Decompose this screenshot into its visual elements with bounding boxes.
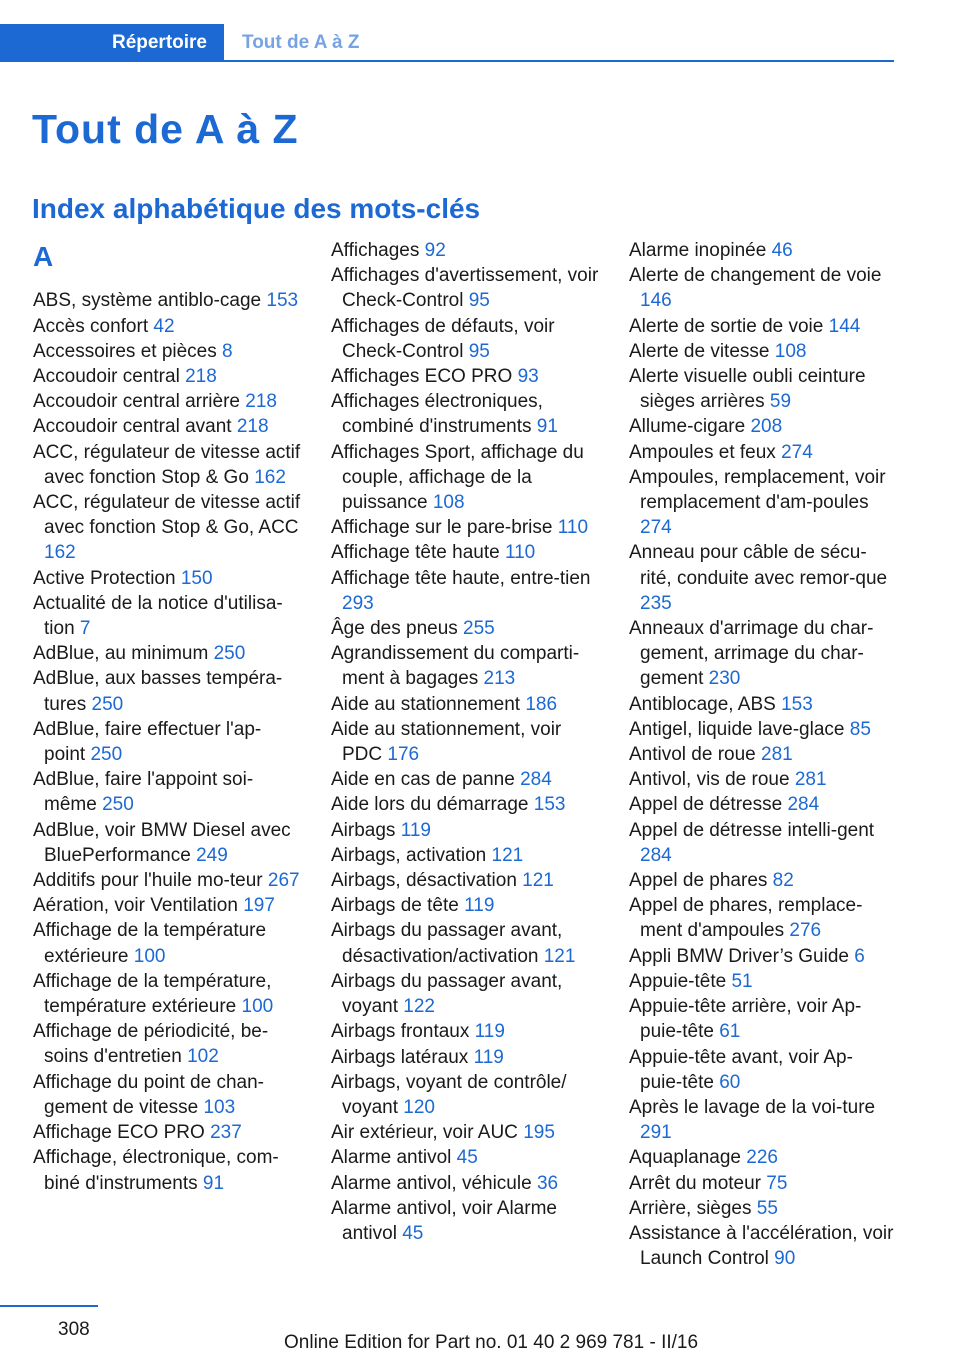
page-link[interactable]: 176 [387, 744, 420, 766]
index-entry [331, 1120, 599, 1145]
page-link[interactable]: 218 [245, 391, 277, 413]
index-entry-text: AdBlue, faire effectuer l'ap-point [33, 718, 262, 766]
index-column-3 [629, 238, 894, 1271]
index-entry [629, 339, 894, 364]
page-link[interactable]: 274 [781, 441, 813, 463]
page-link[interactable]: 110 [557, 517, 589, 539]
index-entry-text: Accoudoir central [33, 366, 180, 387]
index-entry [629, 1045, 894, 1095]
index-entry-text: Appuie-tête avant, voir Ap-puie-tête [629, 1046, 853, 1093]
index-column-1 [33, 238, 301, 1196]
page-link[interactable]: 162 [254, 466, 286, 488]
index-entry-text: Affichage de périodicité, be-soins d'entretien [33, 1021, 269, 1068]
index-entry [629, 742, 894, 767]
index-entry [33, 918, 301, 968]
index-entry-text: Affichage, électronique, com-biné d'instruments [33, 1147, 279, 1194]
page-link[interactable]: 274 [640, 517, 672, 539]
index-entry [629, 1095, 894, 1145]
page-link[interactable]: 108 [774, 340, 807, 362]
page-link[interactable]: 291 [640, 1122, 672, 1144]
page-link[interactable]: 45 [402, 1222, 424, 1244]
index-entry-text: Affichage ECO PRO [33, 1122, 205, 1144]
header-divider [224, 60, 894, 62]
index-entry [331, 918, 599, 968]
index-entry-text: Alerte de sortie de voie [629, 315, 824, 337]
index-entry-text: Arrêt du moteur [629, 1172, 761, 1194]
index-entry [331, 969, 599, 1019]
page-link[interactable]: 255 [463, 618, 495, 640]
index-entry-text: Appel de phares, remplace-ment d'ampoules [629, 895, 863, 942]
page-link[interactable]: 119 [474, 1021, 505, 1043]
index-entry-text: Appel de détresse intelli-gent [629, 819, 875, 841]
page-link[interactable]: 61 [719, 1021, 741, 1043]
index-entry [331, 692, 599, 717]
index-entry-text: Allume-cigare [629, 416, 746, 438]
index-entry-text: Arrière, sièges [629, 1197, 752, 1219]
index-entry [629, 1196, 894, 1221]
index-entry-text: ABS, système antiblo-cage [33, 290, 262, 312]
index-entry [629, 364, 894, 414]
index-entry-text: Appuie-tête arrière, voir Ap-puie-tête [629, 996, 862, 1043]
index-entry [33, 440, 301, 490]
page-link[interactable]: 60 [719, 1071, 741, 1093]
index-entry [629, 440, 894, 465]
tab-tout-de-a-a-z[interactable]: Tout de A à Z [242, 32, 360, 53]
index-entry-text: Âge des pneus [331, 618, 458, 640]
index-entry [331, 893, 599, 918]
index-entry [331, 566, 599, 616]
tab-repertoire-label: Répertoire [111, 32, 207, 53]
index-entry-text: Accoudoir central arrière [33, 391, 240, 413]
page-link[interactable]: 8 [222, 340, 233, 362]
page-link[interactable]: 284 [520, 769, 552, 791]
page-link[interactable]: 55 [756, 1197, 778, 1219]
index-entry [33, 818, 301, 868]
page-link[interactable]: 226 [746, 1147, 778, 1169]
index-entry-text: Airbags latéraux [331, 1046, 469, 1068]
index-entry [33, 389, 301, 414]
index-entry-text: Agrandissement du comparti-ment à bagages [331, 643, 580, 690]
page-link[interactable]: 103 [203, 1096, 236, 1118]
index-entry [331, 238, 599, 263]
page-link[interactable]: 121 [522, 870, 554, 892]
index-entry [331, 1019, 599, 1044]
index-entry [33, 339, 301, 364]
index-entry [33, 893, 301, 918]
index-entry [33, 868, 301, 893]
index-entry [33, 1070, 301, 1120]
index-entry-text: Affichages de défauts, voir Check-Control [331, 315, 555, 362]
index-entry [331, 616, 599, 641]
index-entry [629, 616, 894, 692]
index-entry-text: Affichages Sport, affichage du couple, affichage de la puissance [331, 441, 584, 514]
index-entry-text: Assistance à l'accélération, voir Launch Control [629, 1222, 894, 1270]
index-entry [33, 314, 301, 339]
index-entry-text: Airbags frontaux [331, 1021, 470, 1043]
index-entry-text: Alerte visuelle oubli ceinture sièges arrières [629, 366, 866, 413]
index-entry [33, 666, 301, 716]
index-entry [331, 364, 599, 389]
page-link[interactable]: 119 [400, 819, 431, 841]
index-entry-text: Antivol, vis de roue [629, 769, 790, 791]
index-entry [33, 969, 301, 1019]
index-entry-text: Air extérieur, voir AUC [331, 1122, 518, 1144]
index-entry-text: Airbags, voyant de contrôle/ voyant [331, 1071, 567, 1118]
index-entry-text: Alarme antivol, véhicule [331, 1172, 532, 1194]
index-entry-text: Affichage tête haute [331, 542, 500, 564]
index-entry-text: AdBlue, faire l'appoint soi-même [33, 769, 254, 816]
index-entry [629, 767, 894, 792]
index-entry [331, 717, 599, 767]
index-entry-text: Antivol de roue [629, 744, 756, 766]
index-entry-text: AdBlue, aux basses tempéra-tures [33, 668, 283, 715]
index-entry [629, 717, 894, 742]
index-entry [331, 1045, 599, 1070]
page-link[interactable]: 119 [464, 895, 495, 917]
edition-footer: Online Edition for Part no. 01 40 2 969 781 - II/16 [284, 1332, 699, 1353]
page-link[interactable]: 91 [536, 416, 558, 438]
index-entry [331, 792, 599, 817]
index-entry-text: Aide au stationnement [331, 693, 521, 715]
index-entry-text: Affichages d'avertissement, voir Check-Control [331, 265, 599, 312]
index-entry [331, 263, 599, 313]
index-entry [331, 641, 599, 691]
page-link[interactable]: 93 [517, 366, 539, 388]
page-link[interactable]: 276 [789, 920, 822, 942]
page-link[interactable]: 284 [640, 844, 672, 866]
page-link[interactable]: 36 [536, 1172, 559, 1194]
page-link[interactable]: 218 [236, 416, 269, 438]
index-entry-text: Affichage de la température extérieure [33, 920, 267, 967]
page-link[interactable]: 218 [185, 366, 217, 387]
index-entry [629, 238, 894, 263]
page-link[interactable]: 250 [102, 794, 134, 816]
index-entry-text: Aération, voir Ventilation [33, 895, 238, 917]
index-entry-text: AdBlue, voir BMW Diesel avec BluePerformance [33, 819, 291, 866]
index-entry [629, 893, 894, 943]
index-entry [331, 1196, 599, 1246]
index-entry [629, 314, 894, 339]
page-link[interactable]: 250 [91, 693, 124, 715]
index-entry-text: Actualité de la notice d'utilisa-tion [33, 592, 283, 640]
index-entry-text: Alarme inopinée [629, 240, 767, 261]
index-entry [33, 1019, 301, 1069]
index-entry [629, 1171, 894, 1196]
page-link[interactable]: 162 [44, 542, 76, 564]
page-link[interactable]: 284 [787, 794, 820, 816]
page-link[interactable]: 119 [473, 1046, 504, 1068]
page-link[interactable]: 95 [468, 290, 490, 312]
page-link[interactable]: 293 [342, 592, 374, 614]
index-entry [331, 767, 599, 792]
index-entry-text: Alarme antivol, voir Alarme antivol [331, 1197, 557, 1244]
page-link[interactable]: 153 [266, 290, 299, 312]
index-entry [331, 1070, 599, 1120]
index-entry-text: Aide lors du démarrage [331, 794, 529, 816]
page-link[interactable]: 230 [708, 668, 741, 690]
page-link[interactable]: 281 [794, 769, 827, 791]
page-link[interactable]: 45 [456, 1147, 478, 1169]
page-link[interactable]: 85 [849, 718, 871, 740]
index-entry-text: ACC, régulateur de vitesse actif avec fonction Stop & Go [33, 441, 301, 488]
index-entry-text: Affichages électroniques, combiné d'instruments [331, 391, 543, 438]
index-entry-text: Anneaux d'arrimage du char-gement, arrimage du char-gement [629, 618, 874, 690]
page-link[interactable]: 122 [403, 996, 435, 1018]
index-entry-text: Antigel, liquide lave-glace [629, 718, 845, 740]
page-link[interactable]: 250 [213, 643, 246, 665]
page-link[interactable]: 267 [267, 870, 300, 892]
index-entry [33, 641, 301, 666]
index-entry-text: Appli BMW Driver’s Guide [629, 945, 849, 967]
index-entry [629, 414, 894, 439]
index-column-2 [331, 238, 599, 1246]
index-entry-text: Affichage du point de chan-gement de vitesse [33, 1071, 264, 1118]
index-entry-text: Accès confort [33, 315, 149, 337]
index-entry-text: Aide au stationnement, voir PDC [331, 718, 562, 766]
index-entry [33, 414, 301, 439]
index-entry [33, 566, 301, 591]
index-entry-text: Ampoules, remplacement, voir remplacement d'am-poules [629, 466, 886, 514]
page-link[interactable]: 110 [504, 542, 536, 564]
page-link[interactable]: 144 [828, 315, 861, 337]
index-entry-text: Affichages ECO PRO [331, 366, 513, 388]
index-entry [331, 440, 599, 516]
index-entry-text: Alarme antivol [331, 1147, 452, 1169]
page-link[interactable]: 90 [774, 1248, 796, 1270]
index-entry [629, 540, 894, 616]
page-subtitle: Index alphabétique des mots-clés [32, 193, 481, 224]
page-link[interactable]: 92 [424, 240, 446, 261]
index-entry-text: ACC, régulateur de vitesse actif avec fonction Stop & Go, ACC [33, 492, 301, 539]
page-link[interactable]: 208 [750, 416, 783, 438]
page-link[interactable]: 121 [491, 844, 524, 866]
index-entry [629, 263, 894, 313]
index-entry [629, 692, 894, 717]
page-link[interactable]: 59 [769, 391, 792, 413]
page-link[interactable]: 91 [202, 1172, 225, 1194]
index-entry [331, 389, 599, 439]
index-entry-text: Après le lavage de la voi-ture [629, 1096, 876, 1118]
page-link[interactable]: 100 [133, 945, 166, 967]
index-entry [331, 843, 599, 868]
index-entry [629, 944, 894, 969]
page-link[interactable]: 237 [210, 1122, 242, 1144]
index-entry [629, 1221, 894, 1271]
index-entry-text: Affichage sur le pare-brise [331, 517, 553, 539]
index-entry [331, 540, 599, 565]
page-link[interactable]: 108 [432, 492, 465, 514]
index-entry-text: Affichages [331, 240, 420, 261]
index-entry [331, 1145, 599, 1170]
index-entry [629, 1145, 894, 1170]
index-entry-text: Airbags du passager avant, désactivation/activation [331, 920, 563, 967]
index-entry-text: Anneau pour câble de sécu-rité, conduite avec remor-que [629, 542, 888, 589]
page-number: 308 [58, 1319, 90, 1340]
index-entry-text: Accessoires et pièces [33, 340, 217, 362]
page-link[interactable]: 46 [771, 240, 793, 261]
index-entry [33, 490, 301, 566]
index-entry-text: Active Protection [33, 567, 176, 589]
section-letter: A [33, 241, 54, 272]
page-link[interactable]: 197 [243, 895, 275, 917]
index-entry [33, 1120, 301, 1145]
index-entry-text: Affichage de la température, température extérieure [33, 970, 272, 1018]
page-link[interactable]: 42 [153, 315, 175, 337]
page-link[interactable]: 281 [761, 744, 793, 766]
page-link[interactable]: 153 [533, 794, 566, 816]
index-entry [33, 288, 301, 313]
index-entry [331, 314, 599, 364]
index-entry [33, 364, 301, 389]
page-link[interactable]: 102 [187, 1046, 219, 1068]
index-entry [331, 515, 599, 540]
page-link[interactable]: 195 [523, 1122, 555, 1144]
index-entry-text: Appuie-tête [629, 970, 727, 992]
page-link[interactable]: 100 [241, 996, 274, 1018]
index-entry-text: Ampoules et feux [629, 441, 776, 463]
index-entry [33, 717, 301, 767]
index-entry [629, 994, 894, 1044]
index-entry-text: Airbags, désactivation [331, 870, 517, 892]
page-link[interactable]: 150 [180, 567, 213, 589]
index-entry [331, 818, 599, 843]
page-link[interactable]: 82 [772, 870, 794, 892]
index-entry-text: Airbags, activation [331, 844, 487, 866]
index-entry-text: Alerte de changement de voie [629, 265, 882, 287]
index-entry [629, 868, 894, 893]
page-link[interactable]: 95 [468, 340, 490, 362]
page-link[interactable]: 250 [90, 744, 123, 766]
index-entry [331, 868, 599, 893]
index-entry-text: Affichage tête haute, entre-tien [331, 567, 591, 589]
page-link[interactable]: 146 [640, 290, 672, 312]
header-bar [0, 24, 894, 62]
tab-repertoire[interactable] [0, 24, 224, 62]
index-entry [33, 1145, 301, 1195]
index-entry [629, 792, 894, 817]
index-entry-text: Alerte de vitesse [629, 340, 770, 362]
index-entry-text: Airbags [331, 819, 396, 841]
page-link[interactable]: 121 [543, 945, 576, 967]
index-entry-text: Appel de phares [629, 870, 768, 892]
index-entry-text: AdBlue, au minimum [33, 643, 209, 665]
index-entry-text: Aquaplanage [629, 1147, 741, 1169]
page-link[interactable]: 120 [403, 1096, 435, 1118]
index-entry-text: Appel de détresse [629, 794, 783, 816]
page-link[interactable]: 213 [483, 668, 516, 690]
page-link[interactable]: 153 [781, 693, 813, 715]
page-title: Tout de A à Z [32, 106, 299, 152]
index-entry [629, 465, 894, 541]
page-link[interactable]: 186 [525, 693, 558, 715]
page-link[interactable]: 7 [79, 618, 91, 640]
index-entry-text: Accoudoir central avant [33, 416, 232, 438]
index-entry-text: Airbags de tête [331, 895, 459, 917]
page-link[interactable]: 6 [854, 945, 865, 967]
page-link[interactable]: 249 [196, 844, 228, 866]
index-entry [33, 591, 301, 641]
page-link[interactable]: 75 [766, 1172, 788, 1194]
index-entry-text: Airbags du passager avant, voyant [331, 970, 563, 1018]
index-entry [331, 1171, 599, 1196]
index-entry-text: Additifs pour l'huile mo-teur [33, 870, 263, 892]
page-link[interactable]: 235 [640, 592, 672, 614]
index-entry-text: Antiblocage, ABS [629, 693, 776, 715]
index-entry [33, 767, 301, 817]
index-entry-text: Aide en cas de panne [331, 769, 515, 791]
footer-divider [0, 1305, 98, 1307]
index-entry [629, 818, 894, 868]
page-link[interactable]: 51 [731, 970, 753, 992]
index-entry [629, 969, 894, 994]
